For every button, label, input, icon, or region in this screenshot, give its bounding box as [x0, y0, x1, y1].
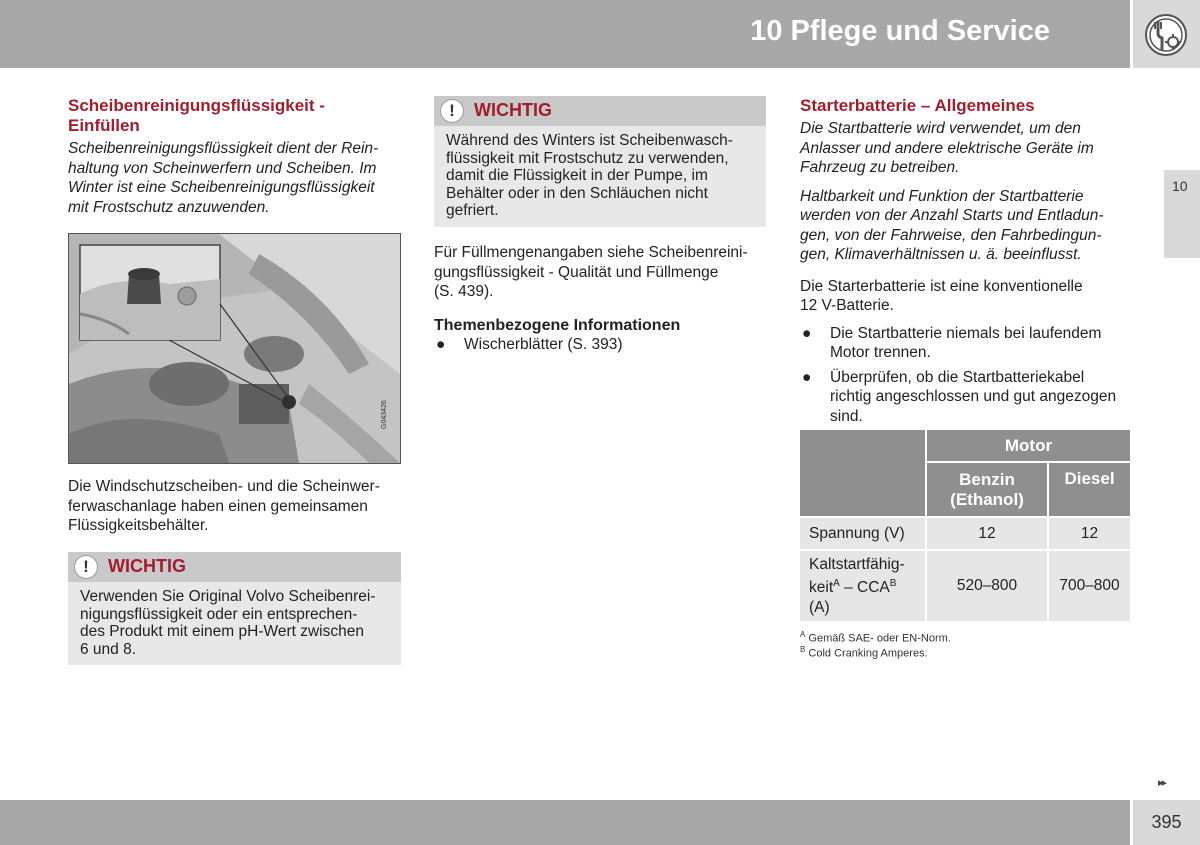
wrench-gear-icon: [1144, 13, 1188, 57]
engine-bay-illustration: [69, 234, 400, 463]
warning-header: [434, 96, 766, 126]
table-corner-cell: [800, 430, 927, 516]
footnote-a: $^A$ Gemäß SAE- oder EN-Norm.: [800, 630, 951, 645]
fill-quantity-reference: Für Füllmengenangaben siehe Scheibenreini- gungsflüssigkeit - Qualität und Füllmenge (S. 439).: [434, 244, 748, 300]
related-info-item[interactable]: ● Wischerblätter (S. 393): [436, 335, 623, 353]
battery-bullet-1: ● Die Startbatterie niemals bei laufendem Motor trennen.: [802, 324, 1102, 361]
exclamation-icon: !: [74, 555, 98, 579]
table-header-diesel: Diesel: [1049, 463, 1130, 516]
table-cell-value: 12: [1049, 516, 1130, 549]
warning-label: WICHTIG: [108, 556, 186, 576]
page-header: [0, 0, 1130, 68]
left-caption: [68, 477, 401, 536]
table-row-label: Spannung (V): [800, 516, 927, 549]
table-cell-value: 520–800: [927, 549, 1049, 621]
double-chevron-right-icon[interactable]: ▸▸: [1158, 777, 1166, 789]
page-number-box: [1133, 800, 1200, 845]
warning-label: WICHTIG: [474, 100, 552, 120]
chapter-title: 10 Pflege und Service: [750, 15, 1050, 47]
warning-box-winter: [434, 96, 766, 227]
battery-type-text: Die Starterbatterie ist eine konventionelle 12 V-Batterie.: [800, 277, 1083, 314]
section-title-battery: Starterbatterie – Allgemeines: [800, 96, 1035, 115]
battery-bullet-2: ● Überprüfen, ob die Startbatteriekabel richtig angeschlossen und gut angezogen sind.: [802, 368, 1117, 425]
table-header-motor: Motor: [927, 430, 1130, 463]
warning-text: Verwenden Sie Original Volvo Scheibenrei- nigungsflüssigkeit oder ein entsprechen- des Produkt mit einem pH-Wert zwischen 6 und 8.: [80, 588, 376, 658]
related-info-heading: Themenbezogene Informationen: [434, 316, 681, 334]
section-title-washer-fluid: Scheibenreinigungsflüssigkeit - Einfüllen: [68, 96, 325, 135]
chapter-tab[interactable]: [1164, 170, 1200, 258]
warning-box-ph: [68, 552, 401, 665]
warning-text: Während des Winters ist Scheibenwasch- flüssigkeit mit Frostschutz zu verwenden, damit die Flüssigkeit in der Pumpe, im Behälter oder in den Schläuchen nicht gefriert.: [446, 132, 733, 219]
table-cell-value: 12: [927, 516, 1049, 549]
left-column: [68, 96, 401, 217]
battery-spec-table: [800, 430, 1130, 621]
page-footer: [0, 800, 1130, 845]
washer-reservoir-caption: Die Windschutzscheiben- und die Scheinwer- ferwaschanlage haben einen gemeinsamen Flüssigkeitsbehälter.: [68, 478, 380, 534]
chapter-tab-number: 10: [1172, 178, 1188, 194]
page-link-439[interactable]: (S. 439).: [434, 283, 494, 300]
bullet-icon: ●: [802, 368, 812, 386]
table-row-label: Kaltstartfähig- keit$^A$ – $CCA^B$ (A): [800, 549, 927, 621]
middle-column-text: [434, 243, 766, 354]
warning-header: [68, 552, 401, 582]
page-number: 395: [1151, 812, 1182, 832]
table-cell-value: 700–800: [1049, 549, 1130, 621]
battery-intro-2: Haltbarkeit und Funktion der Startbatterie werden von der Anzahl Starts und Entladun- gen, von der Fahrweise, den Fahrbedingun- gen, Klimaverhältnissen u. ä. beeinflusst.: [800, 187, 1104, 263]
header-icon-box: [1133, 0, 1200, 68]
right-column: [800, 96, 1131, 426]
table-header-benzin: Benzin (Ethanol): [927, 463, 1049, 516]
battery-intro-1: Die Startbatterie wird verwendet, um den Anlasser und andere elektrische Geräte im Fahrzeug zu betreiben.: [800, 120, 1094, 176]
exclamation-icon: !: [440, 99, 464, 123]
washer-fluid-intro: Scheibenreinigungsflüssigkeit dient der Rein- haltung von Scheinwerfern und Scheiben. Im Winter ist eine Scheibenreinigungsflüssigkeit mit Frostschutz anzuwenden.: [68, 140, 379, 216]
bullet-icon: ●: [802, 324, 812, 342]
engine-bay-image: [68, 233, 401, 464]
image-reference-code: G043426: [381, 400, 388, 429]
footnote-b: $^B$ Cold Cranking Amperes.: [800, 645, 928, 660]
bullet-icon: ●: [436, 335, 446, 353]
